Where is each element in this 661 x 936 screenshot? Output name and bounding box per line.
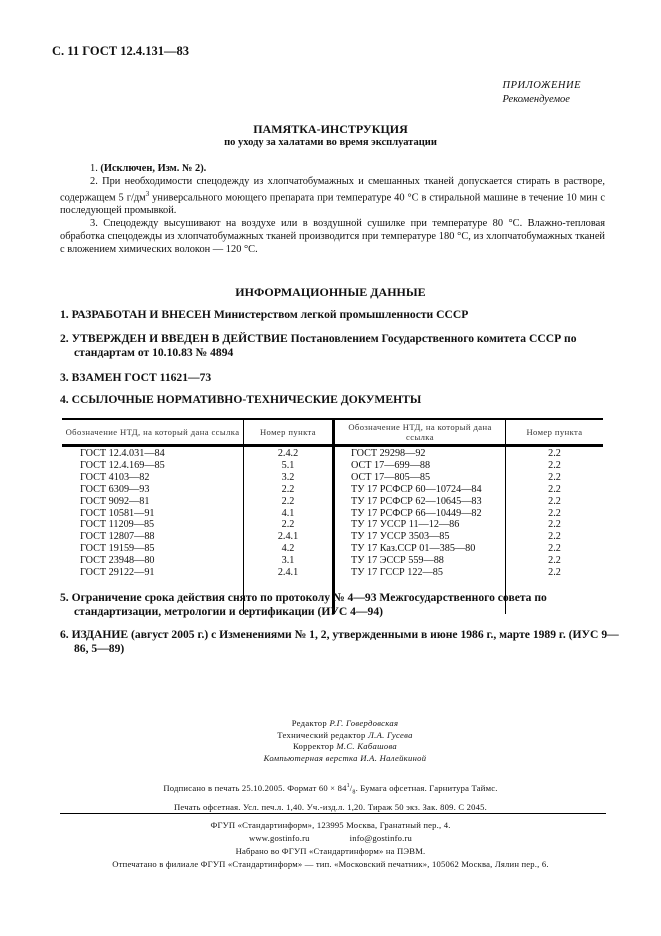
document-cell: ГОСТ 23948—80 [80, 555, 155, 567]
point-cell: 2.2 [548, 483, 561, 495]
document-cell: ТУ 17 РСФСР 66—10449—82 [351, 507, 482, 519]
document-cell: ГОСТ 9092—81 [80, 495, 150, 507]
memo-title [0, 122, 661, 150]
point-cell: 2.4.1 [277, 567, 299, 579]
tech-editor-line [0, 730, 661, 742]
document-cell: ТУ 17 УССР 3503—85 [351, 531, 450, 543]
pub-text: Подписано в печать 25.10.2005. Формат 60 × 84 [163, 782, 347, 793]
right-docs-column [351, 448, 482, 579]
printed-note: Отпечатано в филиале ФГУП «Стандартинформ» — тип. «Московский печатник», 105062 Москва, Лялин пер., 6. [112, 859, 549, 869]
document-cell: ГОСТ 29298—92 [351, 448, 426, 459]
corrector-line [0, 741, 661, 753]
point-cell: 2.4.1 [277, 531, 299, 543]
info-item-2: 2. УТВЕРЖДЕН И ВВЕДЕН В ДЕЙСТВИЕ Постановлением Государственного комитета СССР по стандартам от 10.10.83 № 4894 [60, 332, 577, 359]
paragraph-text: (Исключен, Изм. № 2). [100, 163, 207, 174]
info-item-3: 3. ВЗАМЕН ГОСТ 11621—73 [60, 371, 212, 384]
paragraph-number: 1. [90, 163, 98, 174]
appendix-title: ПРИЛОЖЕНИЕ [502, 80, 581, 91]
publisher-address: ФГУП «Стандартинформ», 123995 Москва, Гранатный пер., 4. [210, 820, 451, 830]
document-cell: ГОСТ 11209—85 [80, 519, 155, 531]
document-cell: ГОСТ 19159—85 [80, 543, 155, 555]
column-divider-thick [332, 418, 335, 614]
info-item-5: 5. Ограничение срока действия снято по протоколу № 4—93 Межгосударственного совета по стандартизации, метрологии и сертификации (ИУС 4—94) [60, 591, 547, 618]
point-cell: 2.2 [548, 471, 561, 483]
publication-line-1 [0, 779, 661, 800]
point-cell: 2.4.2 [277, 448, 299, 459]
table-header-cell: Номер пункта [526, 427, 583, 437]
email-link[interactable]: info@gostinfo.ru [349, 833, 413, 843]
role-label: Корректор [292, 741, 334, 751]
document-cell: ТУ 17 ГССР 122—85 [351, 567, 443, 579]
point-cell: 2.2 [281, 483, 295, 495]
memo-body [60, 162, 605, 256]
superscript: 3 [145, 190, 150, 198]
document-cell: ТУ 17 ЭССР 559—88 [351, 555, 444, 567]
point-cell: 3.1 [281, 555, 295, 567]
pub-sup: 1 [346, 783, 350, 789]
role-label: Технический редактор [277, 729, 366, 740]
appendix-type: Рекомендуемое [502, 94, 570, 105]
footer-rule [60, 813, 606, 814]
page-header: С. 11 ГОСТ 12.4.131—83 [52, 44, 189, 58]
paragraph-text: универсального моющего препарата при температуре 40 °С в стиральной машине в течение 10 мин с последующей промывкой. [60, 192, 605, 217]
info-heading: ИНФОРМАЦИОННЫЕ ДАННЫЕ [235, 285, 426, 299]
document-cell: ГОСТ 12807—88 [80, 531, 155, 543]
paragraph-text: 2. При необходимости спецодежду из хлопчатобумажных и смешанных тканей допускается стирать в растворе, содержащем 5 г/дм [60, 176, 605, 204]
point-cell: 2.2 [548, 495, 561, 507]
memo-paragraph-2 [60, 175, 605, 217]
typeset-note: Набрано во ФГУП «Стандартинформ» на ПЭВМ. [235, 846, 426, 856]
point-cell: 2.2 [281, 495, 295, 507]
point-cell: 2.2 [548, 448, 561, 459]
left-docs-column [80, 448, 165, 579]
point-cell: 3.2 [281, 471, 295, 483]
website-link[interactable]: www.gostinfo.ru [248, 833, 310, 843]
left-points-column [244, 448, 332, 579]
editors-block [0, 718, 661, 764]
point-cell: 2.2 [548, 531, 561, 543]
point-cell: 2.2 [548, 507, 561, 519]
document-cell: ОСТ 17—805—85 [351, 471, 431, 483]
publication-line-2: Печать офсетная. Усл. печ.л. 1,40. Уч.-изд.л. 1,20. Тираж 50 экз. Зак. 809. С 2045. [174, 801, 487, 812]
point-cell: 2.2 [548, 555, 561, 567]
person-name: М.С. Кабашова [336, 741, 398, 751]
document-cell: ОСТ 17—699—88 [351, 459, 431, 471]
appendix-label [503, 79, 582, 107]
info-item-1: 1. РАЗРАБОТАН И ВНЕСЕН Министерством легкой промышленности СССР [60, 308, 469, 321]
role-label: Компьютерная верстка [263, 752, 358, 763]
document-cell: ГОСТ 12.4.169—85 [80, 459, 165, 471]
memo-paragraph-3: 3. Спецодежду высушивают на воздухе или в воздушной сушилке при температуре 80 °С. Влажно-тепловая обработка спецодежды из хлопчатобумажных тканей производится при температуре 180 °С, из хлопчатобумажных тканей с вложением химических волокон — 120 °С. [60, 218, 605, 256]
document-cell: ГОСТ 10581—91 [80, 507, 155, 519]
point-cell: 2.2 [548, 459, 561, 471]
contacts [0, 832, 661, 845]
document-cell: ТУ 17 РСФСР 62—10645—83 [351, 495, 482, 507]
point-cell: 5.1 [281, 459, 295, 471]
info-item-4: 4. ССЫЛОЧНЫЕ НОРМАТИВНО-ТЕХНИЧЕСКИЕ ДОКУМЕНТЫ [60, 393, 422, 406]
pub-text: . Бумага офсетная. Гарнитура Таймс. [355, 782, 498, 793]
point-cell: 4.1 [281, 507, 295, 519]
document-cell: ГОСТ 29122—91 [80, 567, 155, 579]
table-header-cell: Обозначение НТД, на который дана ссылка [348, 422, 492, 442]
document-cell: ТУ 17 Каз.ССР 01—385—80 [351, 543, 476, 555]
role-label: Редактор [291, 718, 327, 728]
point-cell: 2.2 [281, 519, 295, 531]
memo-title-main: ПАМЯТКА-ИНСТРУКЦИЯ [253, 122, 408, 136]
footer [0, 819, 661, 871]
person-name: Л.А. Гусева [368, 729, 413, 740]
point-cell: 2.2 [548, 567, 561, 579]
memo-subtitle: по уходу за халатами во время эксплуатации [224, 137, 437, 148]
publication-info [0, 779, 661, 814]
pub-sub: 8 [352, 789, 356, 796]
reference-documents-table [62, 418, 603, 614]
point-cell: 4.2 [281, 543, 295, 555]
point-cell: 2.2 [548, 519, 561, 531]
document-cell: ТУ 17 УССР 11—12—86 [351, 519, 460, 531]
document-cell: ГОСТ 4103—82 [80, 471, 150, 483]
pub-slash: / [349, 782, 353, 793]
memo-paragraph-1 [60, 162, 605, 175]
person-name: И.А. Налейкиной [360, 752, 427, 763]
info-item-6: 6. ИЗДАНИЕ (август 2005 г.) с Изменениями № 1, 2, утвержденными в июне 1986 г., марте 1989 г. (ИУС 9—86, 5—89) [60, 628, 619, 655]
layout-line [0, 753, 661, 765]
person-name: Р.Г. Говердовская [329, 718, 399, 728]
document-cell: ГОСТ 6309—93 [80, 483, 150, 495]
document-cell: ТУ 17 РСФСР 60—10724—84 [351, 483, 482, 495]
right-points-column [506, 448, 603, 579]
document-cell: ГОСТ 12.4.031—84 [80, 448, 165, 459]
editor-line [0, 718, 661, 730]
table-header-cell: Номер пункта [259, 427, 317, 437]
table-header-cell: Обозначение НТД, на который дана ссылка [65, 427, 240, 437]
point-cell: 2.2 [548, 543, 561, 555]
